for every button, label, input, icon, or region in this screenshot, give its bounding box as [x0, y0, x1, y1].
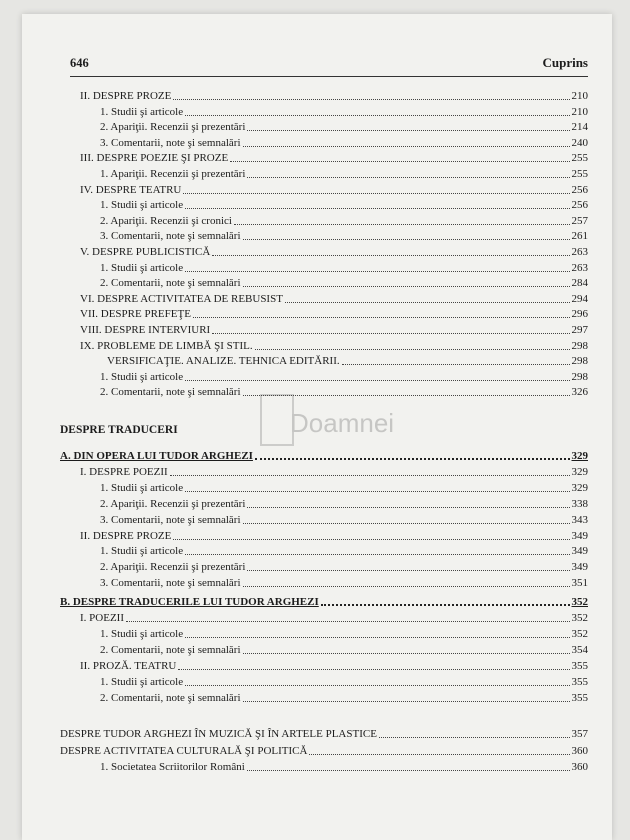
- dot-leader: [126, 621, 570, 622]
- toc-entry-label: 3. Comentarii, note şi semnalări: [100, 230, 241, 243]
- page-header: [70, 54, 588, 77]
- toc-entry-label: 3. Comentarii, note şi semnalări: [100, 577, 241, 590]
- toc-entry-label: 1. Studii şi articole: [100, 481, 184, 494]
- toc-entry-page: 255: [571, 152, 588, 165]
- toc-entry-page: 352: [571, 596, 588, 609]
- toc-entry-label: 2. Apariţii. Recenzii şi cronici: [100, 214, 232, 227]
- toc-entry-label: V. DESPRE PUBLICISTICĂ: [80, 246, 211, 258]
- dot-leader: [255, 458, 570, 460]
- toc-entry: [100, 275, 588, 290]
- toc-entry: [100, 369, 588, 384]
- dot-leader: [243, 146, 570, 147]
- dot-leader: [183, 193, 569, 194]
- toc-entry: [80, 322, 588, 337]
- dot-leader: [185, 554, 569, 555]
- toc-entry-page: 298: [571, 339, 588, 352]
- section-heading-label: DESPRE TRADUCERI: [60, 424, 178, 436]
- toc-entry-page: 298: [571, 355, 588, 368]
- toc-entry-page: 349: [571, 545, 588, 558]
- toc-entry-page: 210: [571, 105, 588, 118]
- toc-entry-page: 329: [571, 481, 588, 494]
- toc-entry: [80, 338, 588, 353]
- toc-entry-page: 284: [571, 277, 588, 290]
- toc-entry-label: I. DESPRE POEZII: [80, 465, 168, 478]
- toc-entry-label: 1. Societatea Scriitorilor Români: [100, 761, 245, 773]
- dot-leader: [173, 99, 569, 100]
- dot-leader: [185, 271, 569, 272]
- toc-entry-label: 2. Comentarii, note şi semnalări: [100, 386, 241, 399]
- toc-entry-page: 355: [571, 691, 588, 704]
- dot-leader: [255, 349, 570, 350]
- toc-entry: [60, 743, 588, 758]
- toc-entry: [100, 213, 588, 228]
- toc-entry-label: 1. Studii şi articole: [100, 545, 184, 558]
- dot-leader: [379, 737, 570, 738]
- dot-leader: [243, 395, 570, 396]
- toc-entry-page: 210: [571, 90, 588, 102]
- toc-entry: [80, 291, 588, 306]
- toc-entry-page: 343: [571, 513, 588, 526]
- page-number: 646: [70, 56, 89, 70]
- toc-entry-page: 257: [571, 214, 588, 227]
- dot-leader: [247, 770, 570, 771]
- toc-entry-label: 1. Studii şi articole: [100, 261, 184, 274]
- toc-entry-label: 2. Comentarii, note şi semnalări: [100, 277, 241, 290]
- dot-leader: [212, 255, 569, 256]
- toc-entry-label: I. POEZII: [80, 612, 124, 624]
- toc-entry: [100, 166, 588, 181]
- dot-leader: [243, 701, 570, 702]
- toc-entry: [80, 306, 588, 321]
- toc-entry-label: III. DESPRE POEZIE ŞI PROZE: [80, 152, 229, 165]
- toc-entry-page: 354: [571, 643, 588, 656]
- toc-entry-label: 3. Comentarii, note şi semnalări: [100, 513, 241, 526]
- toc-entry-page: 294: [571, 292, 588, 305]
- toc-entry-label: 2. Comentarii, note şi semnalări: [100, 643, 241, 656]
- toc-entry-label: 3. Comentarii, note şi semnalări: [100, 136, 241, 149]
- toc-entry: [100, 690, 588, 705]
- dot-leader: [185, 380, 569, 381]
- toc-entry-page: 263: [571, 246, 588, 258]
- toc-entry: [100, 104, 588, 119]
- toc-entry: [80, 528, 588, 543]
- toc-entry-page: 329: [571, 465, 588, 478]
- toc-entry-label: IX. PROBLEME DE LIMBĂ ŞI STIL.: [80, 339, 253, 352]
- toc-entry-label: IV. DESPRE TEATRU: [80, 183, 182, 196]
- toc-entry-page: 349: [571, 561, 588, 574]
- toc-entry-label: VII. DESPRE PREFEŢE: [80, 308, 191, 321]
- toc-entry-label: DESPRE TUDOR ARGHEZI ÎN MUZICĂ ŞI ÎN ARTELE PLASTICE: [60, 728, 377, 740]
- watermark-text: Doamnei: [290, 408, 395, 438]
- toc-entry: [80, 658, 588, 673]
- toc-entry-label: II. DESPRE PROZE: [80, 90, 172, 102]
- toc-entry-page: 355: [571, 659, 588, 672]
- toc-entry-page: 329: [571, 450, 588, 462]
- toc-entry-label: VERSIFICAŢIE. ANALIZE. TEHNICA EDITĂRII.: [107, 355, 340, 368]
- toc-entry-page: 360: [571, 744, 588, 757]
- toc-entry-page: 360: [571, 761, 588, 773]
- dot-leader: [243, 653, 570, 654]
- dot-leader: [185, 115, 569, 116]
- toc-entry: [100, 642, 588, 657]
- toc-entry-page: 352: [571, 627, 588, 640]
- dot-leader: [243, 586, 570, 587]
- toc-entry-page: 263: [571, 261, 588, 274]
- toc-entry-page: 240: [571, 136, 588, 149]
- toc-entry-label: VIII. DESPRE INTERVIURI: [80, 324, 211, 336]
- toc-entry-label: B. DESPRE TRADUCERILE LUI TUDOR ARGHEZI: [60, 596, 319, 609]
- dot-leader: [243, 286, 570, 287]
- dot-leader: [212, 333, 569, 334]
- dot-leader: [193, 317, 570, 318]
- toc-entry-label: 1. Studii şi articole: [100, 370, 184, 383]
- toc-entry-page: 338: [571, 497, 588, 510]
- dot-leader: [321, 604, 570, 606]
- toc-entry-page: 326: [571, 386, 588, 399]
- dot-leader: [185, 637, 569, 638]
- toc-entry-label: 2. Apariţii. Recenzii şi prezentări: [100, 561, 246, 574]
- toc-entry-label: 2. Apariţii. Recenzii şi prezentări: [100, 121, 246, 134]
- toc-entry-label: 2. Apariţii. Recenzii şi prezentări: [100, 497, 246, 510]
- toc-entry: [100, 575, 588, 590]
- toc-entry: [100, 197, 588, 212]
- dot-leader: [342, 364, 570, 365]
- toc-entry: [100, 135, 588, 150]
- toc-entry: [100, 674, 588, 689]
- toc-entry-page: 256: [571, 183, 588, 196]
- dot-leader: [230, 161, 569, 162]
- toc-entry-page: 261: [571, 230, 588, 243]
- toc-entry-page: 355: [571, 675, 588, 688]
- dot-leader: [243, 523, 570, 524]
- toc-entry: [100, 480, 588, 495]
- toc-entry: [80, 150, 588, 165]
- section-heading: [60, 422, 360, 437]
- toc-entry-page: 349: [571, 529, 588, 542]
- toc-entry-label: II. PROZĂ. TEATRU: [80, 659, 177, 672]
- toc-entry-page: 214: [571, 121, 588, 134]
- toc-entry-label: II. DESPRE PROZE: [80, 529, 172, 542]
- toc-entry-page: 298: [571, 370, 588, 383]
- toc-entry-page: 297: [571, 324, 588, 336]
- dot-leader: [170, 475, 570, 476]
- toc-entry: [80, 182, 588, 197]
- dot-leader: [309, 754, 569, 755]
- toc-entry-label: A. DIN OPERA LUI TUDOR ARGHEZI: [60, 450, 253, 462]
- dot-leader: [173, 539, 569, 540]
- toc-entry-label: 1. Studii şi articole: [100, 675, 184, 688]
- toc-entry: [80, 464, 588, 479]
- toc-entry: [100, 260, 588, 275]
- page-title: Cuprins: [542, 55, 588, 70]
- dot-leader: [185, 491, 569, 492]
- toc-entry-page: 352: [571, 612, 588, 624]
- dot-leader: [243, 239, 570, 240]
- toc-entry: [100, 228, 588, 243]
- toc-entry-label: DESPRE ACTIVITATEA CULTURALĂ ŞI POLITICĂ: [60, 744, 308, 757]
- toc-entry: [100, 119, 588, 134]
- toc-entry-label: VI. DESPRE ACTIVITATEA DE REBUSIST: [80, 292, 283, 305]
- toc-entry-page: 255: [571, 168, 588, 180]
- dot-leader: [234, 224, 570, 225]
- toc-entry-label: 1. Studii şi articole: [100, 199, 184, 212]
- toc-entry: [60, 448, 588, 463]
- toc-entry: [100, 559, 588, 574]
- dot-leader: [247, 507, 569, 508]
- toc-entry-label: 1. Studii şi articole: [100, 627, 184, 640]
- toc-entry-label: 2. Comentarii, note şi semnalări: [100, 691, 241, 704]
- toc-entry: [60, 594, 588, 609]
- dot-leader: [247, 177, 569, 178]
- toc-entry: [100, 496, 588, 511]
- book-page: [22, 14, 612, 840]
- toc-entry-page: 351: [571, 577, 588, 590]
- dot-leader: [178, 669, 569, 670]
- toc-entry: [80, 88, 588, 103]
- dot-leader: [185, 208, 569, 209]
- toc-entry: [100, 626, 588, 641]
- toc-entry: [107, 353, 588, 368]
- toc-entry: [80, 244, 588, 259]
- dot-leader: [185, 685, 569, 686]
- toc-entry: [100, 512, 588, 527]
- toc-entry-page: 296: [571, 308, 588, 321]
- toc-entry: [100, 384, 588, 399]
- toc-entry-page: 357: [571, 728, 588, 740]
- dot-leader: [247, 570, 569, 571]
- toc-entry-page: 256: [571, 199, 588, 212]
- toc-entry: [60, 726, 588, 741]
- toc-entry-label: 1. Apariţii. Recenzii şi prezentări: [100, 168, 246, 180]
- book-icon: [260, 394, 294, 446]
- toc-entry-label: 1. Studii şi articole: [100, 105, 184, 118]
- toc-entry: [100, 543, 588, 558]
- dot-leader: [247, 130, 569, 131]
- toc-entry: [100, 759, 588, 774]
- toc-entry: [80, 610, 588, 625]
- dot-leader: [285, 302, 570, 303]
